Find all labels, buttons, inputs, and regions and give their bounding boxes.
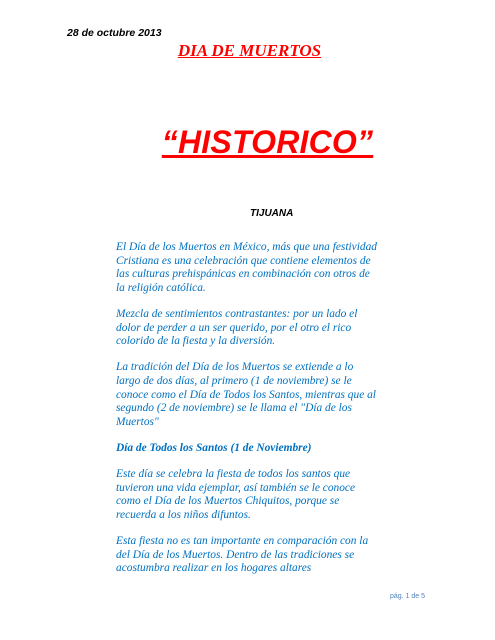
document-date: 28 de octubre 2013 <box>67 27 162 39</box>
document-subtitle: “HISTORICO” <box>161 124 374 160</box>
document-location: TIJUANA <box>250 208 294 219</box>
paragraph-todos-santos: Este día se celebra la fiesta de todos los santos que tuvieron una vida ejemplar, así también se le conoce como el Día de los Muertos Chiquitos, porque se recuerda a los niños difuntos. <box>116 468 356 521</box>
section-heading-todos-santos: Día de Todos los Santos (1 de Noviembre) <box>116 441 312 454</box>
document-title: DIA DE MUERTOS <box>177 41 322 60</box>
paragraph-sentiments: Mezcla de sentimientos contrastantes: por un lado el dolor de perder a un ser querido, por el otro el rico colorido de la fiesta y la diversión. <box>116 307 358 348</box>
document-body <box>116 241 378 588</box>
page-number: pág. 1 de 5 <box>390 593 426 600</box>
paragraph-intro: El Día de los Muertos en México, más que una festividad Cristiana es una celebración que contiene elementos de las culturas prehispánicas en combinación con otros de la religión católica. <box>116 241 377 294</box>
paragraph-importance: Esta fiesta no es tan importante en comparación con la del Día de los Muertos. Dentro de las tradiciones se acostumbra realizar en los hogares altares <box>116 535 369 575</box>
paragraph-tradition: La tradición del Día de los Muertos se extiende a lo largo de dos días, al primero (1 de noviembre) se le conoce como el Día de Todos los Santos, mientras que al segundo (2 de noviembre) se le llama el "Día de los Muertos" <box>116 361 376 428</box>
